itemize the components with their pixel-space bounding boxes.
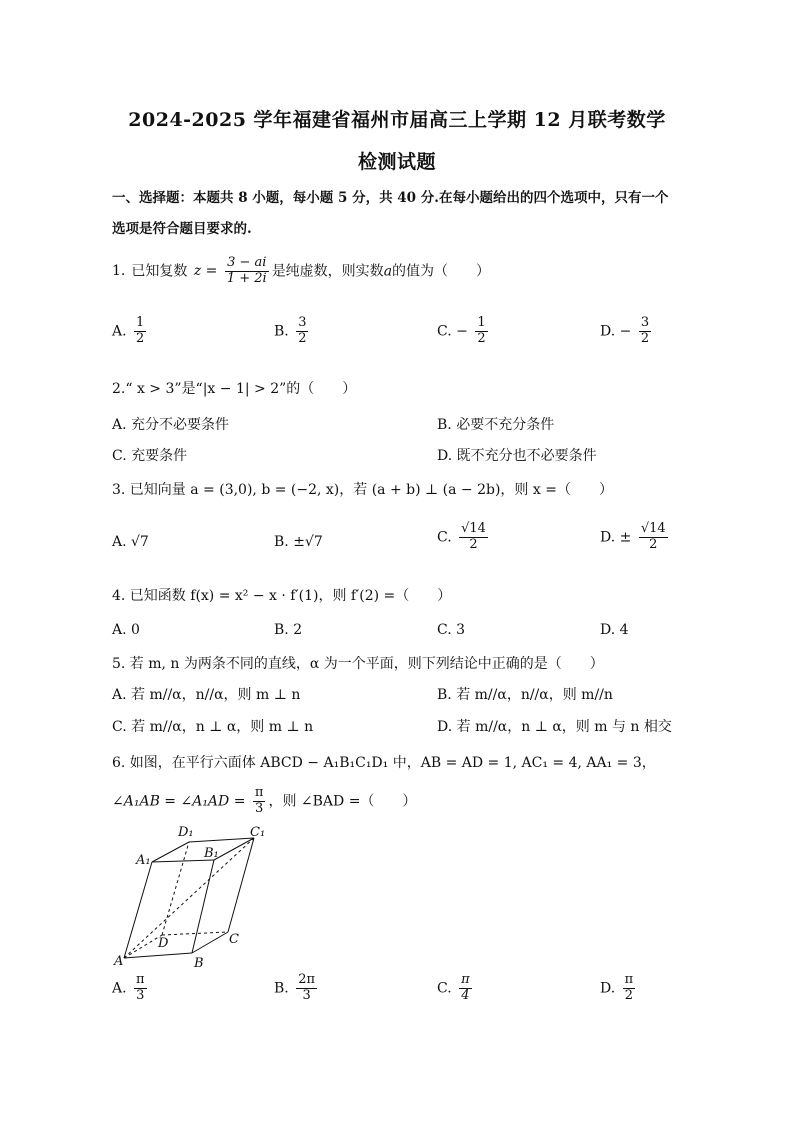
q1-option-d [600,316,654,347]
option-label: B. [274,323,289,340]
q1-fraction-den: 1 + 2i [226,270,267,286]
edge-b-c [192,932,228,953]
fraction-num: 3 [640,315,650,330]
fraction-num: 1 [477,315,486,330]
q3-option-d [600,522,671,553]
option-label: B. [437,687,452,703]
option-label: D. [600,622,616,638]
option-label: D. [600,323,616,340]
option-fraction [459,522,488,553]
edge-c-c1 [228,838,254,932]
option-text: 0 [131,622,140,638]
option-text: 充分不必要条件 [131,417,230,433]
q4-option-a [112,622,140,638]
q1-z-eq: z = [193,263,218,280]
q4-option-c [437,622,465,638]
option-label: B. [437,417,452,433]
q1-post: 的值为（ ） [392,263,491,280]
question-1 [112,256,490,287]
option-text: ±√7 [293,534,323,550]
option-fraction [134,316,146,347]
q6-post: ，则 ∠BAD =（ ） [268,793,417,810]
option-text: 必要不充分条件 [456,417,555,433]
fraction-den: 2 [640,330,650,346]
fraction-num: π [254,785,264,800]
option-label: C. [437,622,452,638]
option-fraction [475,316,487,347]
fraction-num: 3 [298,315,307,330]
option-label: D. [437,448,453,464]
parallelepiped-figure [112,820,282,968]
option-text: 若 m//α，n//α，则 m//n [456,687,613,703]
q5-option-d [437,716,672,736]
option-label: D. [600,980,616,997]
option-label: B. [274,622,289,638]
label-a1: A₁ [136,853,151,868]
section-header-line1: 一、选择题：本题共 8 小题，每小题 5 分，共 40 分.在每小题给出的四个选项中，只有一个 [112,190,669,206]
option-label: A. [112,980,127,997]
question-3: 3. 已知向量 a = (3,0), b = (−2, x)，若 (a + b) ⊥ (a − 2b)，则 x =（ ） [112,482,613,498]
fraction-num: π [136,972,145,987]
fraction-num: √14 [461,521,486,536]
q5-option-c [112,716,313,736]
option-text: 充要条件 [131,448,188,464]
edge-d-d1-hidden [162,842,189,935]
label-c1: C₁ [250,825,266,840]
option-text: 若 m//α，n//α，则 m ⊥ n [131,687,301,703]
option-label: A. [112,687,127,703]
option-text: 若 m//α，n ⊥ α，则 m ⊥ n [131,719,314,735]
fraction-den: 3 [136,987,145,1003]
fraction-num: π [624,972,634,987]
option-text: 既不充分也不必要条件 [456,448,597,464]
option-label: C. [437,980,452,997]
q5-option-a [112,684,300,704]
q1-mid: 是纯虚数，则实数 [271,263,384,280]
q1-fraction-num: 3 − ai [225,256,269,272]
q3-option-c [437,522,491,553]
fraction-den: 2 [649,536,658,552]
question-4: 4. 已知函数 f(x) = x² − x · f′(1)，则 f′(2) =（ ） [112,588,452,604]
q6-angle-eq: ∠A₁AB = ∠A₁AD = [112,793,246,810]
fraction-num: √14 [640,521,666,536]
q2-option-c [112,445,187,465]
question-6-line1: 6. 如图，在平行六面体 ABCD − A₁B₁C₁D₁ 中，AB = AD = 1, AC₁ = 4, AA₁ = 3， [112,755,656,771]
option-fraction [134,973,147,1004]
q1-option-a [112,316,149,347]
doc-title-line2: 检测试题 [357,151,436,173]
label-b: B [194,956,204,968]
option-label: C. [437,529,452,546]
option-text: 2 [293,622,303,638]
label-b1: B₁ [204,846,219,861]
option-sign: − [456,323,468,340]
fraction-num: π [461,972,470,987]
q6-fraction [253,786,266,817]
q1-option-b [274,316,311,347]
option-fraction [639,316,651,347]
option-label: C. [112,448,127,464]
fraction-den: 3 [255,800,264,816]
q5-option-b [437,684,613,704]
q4-option-d [600,622,629,638]
q2-option-a [112,414,229,434]
option-label: A. [112,417,127,433]
label-a: A [114,954,124,968]
label-d: D [158,936,169,951]
option-sign: − [619,323,632,340]
option-text: 3 [456,622,466,638]
q1-fraction [225,256,269,287]
option-label: B. [274,534,289,550]
q6-option-a [112,973,150,1004]
q6-option-b [274,973,320,1004]
edge-b1-c1 [214,838,254,860]
q2-option-d [437,445,597,465]
option-fraction [296,316,308,347]
option-fraction [296,973,317,1004]
fraction-den: 2 [136,330,145,346]
edge-d-c-hidden [162,932,228,935]
option-fraction [623,973,636,1004]
label-d1: D₁ [178,825,194,840]
option-sign: ± [619,529,632,546]
edge-a-a1 [124,862,152,958]
option-label: B. [274,980,289,997]
fraction-den: 2 [624,987,634,1003]
section-header-line2: 选项是符合题目要求的. [112,221,252,237]
q1-option-c [437,316,491,347]
q6-option-d [600,973,638,1004]
option-fraction [639,522,668,553]
doc-title-line1: 2024-2025 学年福建省福州市届高三上学期 12 月联考数学 [128,109,666,131]
q3-option-a [112,534,149,550]
edge-b-b1 [192,860,214,953]
option-text: 若 m//α，n ⊥ α，则 m 与 n 相交 [456,719,672,735]
label-c: C [229,932,239,947]
option-text: 4 [619,622,629,638]
question-6-line2 [112,786,416,817]
option-label: A. [112,534,127,550]
fraction-den: 3 [302,987,311,1003]
option-label: D. [437,719,453,735]
fraction-num: 1 [136,315,145,330]
q1-var: a [383,263,393,280]
fraction-den: 2 [477,330,486,346]
edge-a-b [124,953,192,958]
option-label: C. [112,719,127,735]
q4-option-b [274,622,302,638]
q3-option-b [274,534,323,550]
question-2: 2.“ x > 3”是“|x − 1| > 2”的（ ） [112,381,357,397]
option-text: √7 [131,534,149,550]
edge-a1-d1 [152,842,189,862]
q1-pre: 已知复数 [131,263,188,280]
fraction-den: 2 [469,536,478,552]
option-fraction [459,973,472,1004]
fraction-num: 2π [298,972,316,987]
option-label: A. [112,622,127,638]
fraction-den: 2 [298,330,307,346]
question-number: 1. [112,263,126,280]
option-label: D. [600,529,616,546]
q6-option-c [437,973,475,1004]
q2-option-b [437,414,554,434]
option-label: A. [112,323,127,340]
fraction-den: 4 [461,987,470,1003]
question-5: 5. 若 m, n 为两条不同的直线，α 为一个平面，则下列结论中正确的是（ ） [112,656,604,672]
edge-d1-c1 [189,838,254,842]
option-label: C. [437,323,452,340]
